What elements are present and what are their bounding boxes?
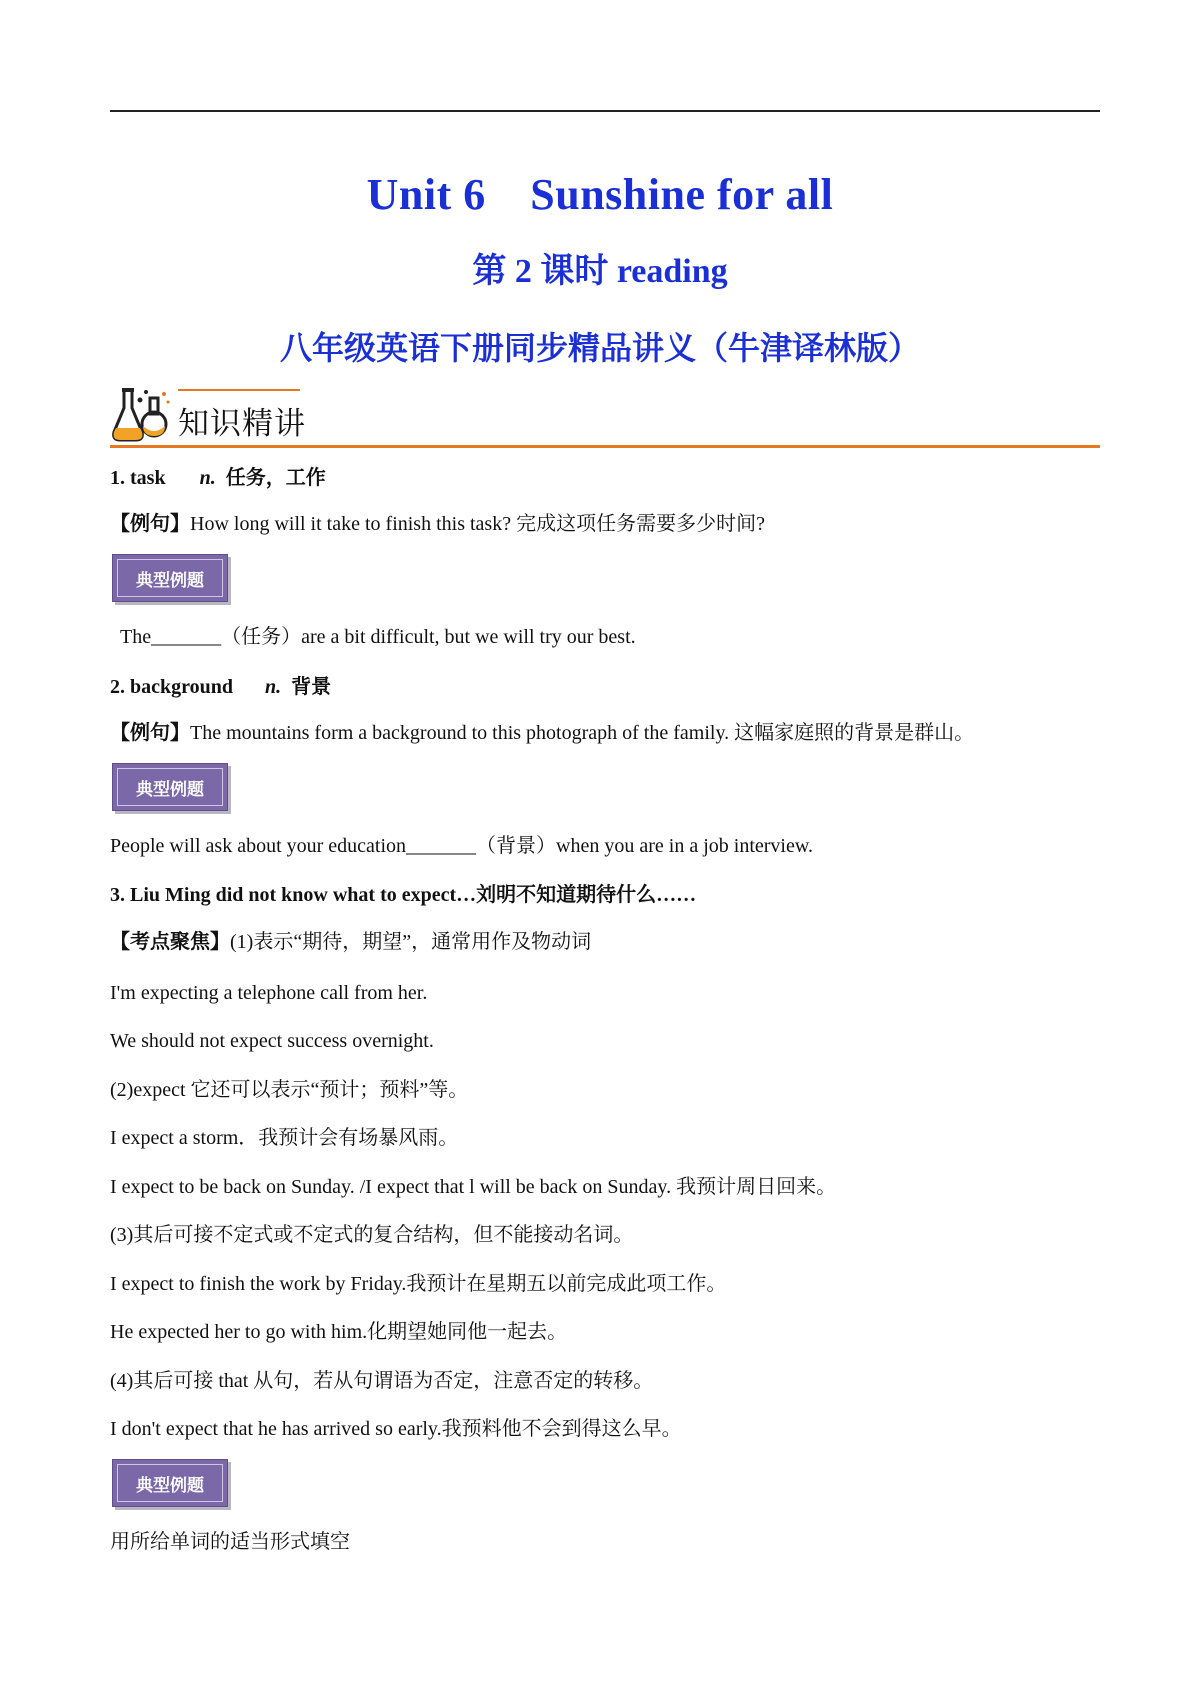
- item1-example-text: How long will it take to finish this task? 完成这项任务需要多少时间?: [190, 513, 765, 535]
- typical-example-badge: 典型例题: [112, 1459, 228, 1507]
- item1-heading: [110, 465, 326, 491]
- item3-focus-text: (1)表示“期待，期望”，通常用作及物动词: [230, 931, 592, 953]
- section-divider: [110, 445, 1100, 448]
- page-title: Unit 6 Sunshine for all: [366, 170, 834, 219]
- section-top-line: [178, 389, 300, 391]
- item3-heading: 3. Liu Ming did not know what to expect…刘明不知道期待什么……: [110, 884, 697, 906]
- item2-pos: n.: [265, 676, 282, 698]
- item3-line: I expect to be back on Sunday. /I expect that l will be back on Sunday. 我预计周日回来。: [110, 1176, 837, 1198]
- item3-line: I expect a storm．我预计会有场暴风雨。: [110, 1127, 459, 1149]
- item2-meaning: 背景: [291, 676, 332, 698]
- focus-tag: 【考点聚焦】: [110, 931, 230, 953]
- item1-example: [110, 511, 765, 537]
- item3-line: (3)其后可接不定式或不定式的复合结构，但不能接动名词。: [110, 1224, 634, 1246]
- item3-line: I don't expect that he has arrived so early.我预料他不会到得这么早。: [110, 1418, 682, 1440]
- example-tag: 【例句】: [110, 722, 190, 744]
- flask-icon: [110, 384, 174, 446]
- item2-exercise: People will ask about your education_______（背景）when you are in a job interview.: [110, 835, 813, 857]
- series-title: 八年级英语下册同步精品讲义（牛津译林版）: [279, 330, 920, 366]
- section-header: [110, 384, 1100, 446]
- top-rule: [110, 110, 1100, 112]
- item1-pos: n.: [199, 467, 216, 489]
- item3-line: (4)其后可接 that 从句，若从句谓语为否定，注意否定的转移。: [110, 1370, 654, 1392]
- typical-example-badge: 典型例题: [112, 763, 228, 811]
- item3-line: (2)expect 它还可以表示“预计；预料”等。: [110, 1079, 469, 1101]
- section-label: 知识精讲: [178, 406, 306, 442]
- item2-example: [110, 720, 974, 746]
- item3-line: I expect to finish the work by Friday.我预计在星期五以前完成此项工作。: [110, 1273, 727, 1295]
- example-tag: 【例句】: [110, 513, 190, 535]
- typical-example-badge: 典型例题: [112, 554, 228, 602]
- item1-exercise: The_______（任务）are a bit difficult, but we will try our best.: [120, 626, 636, 648]
- item1-meaning: 任务，工作: [225, 467, 326, 489]
- item2-heading: [110, 674, 331, 700]
- item1-word: 1. task: [110, 467, 166, 489]
- item3-focus: [110, 929, 591, 955]
- item2-example-text: The mountains form a background to this photograph of the family. 这幅家庭照的背景是群山。: [190, 722, 975, 744]
- item3-line: I'm expecting a telephone call from her.: [110, 982, 428, 1004]
- lesson-subtitle: 第 2 课时 reading: [472, 253, 728, 290]
- item3-exercise-intro: 用所给单词的适当形式填空: [110, 1531, 350, 1553]
- item2-word: 2. background: [110, 676, 234, 698]
- item3-line: He expected her to go with him.化期望她同他一起去。: [110, 1321, 568, 1343]
- item3-line: We should not expect success overnight.: [110, 1030, 434, 1052]
